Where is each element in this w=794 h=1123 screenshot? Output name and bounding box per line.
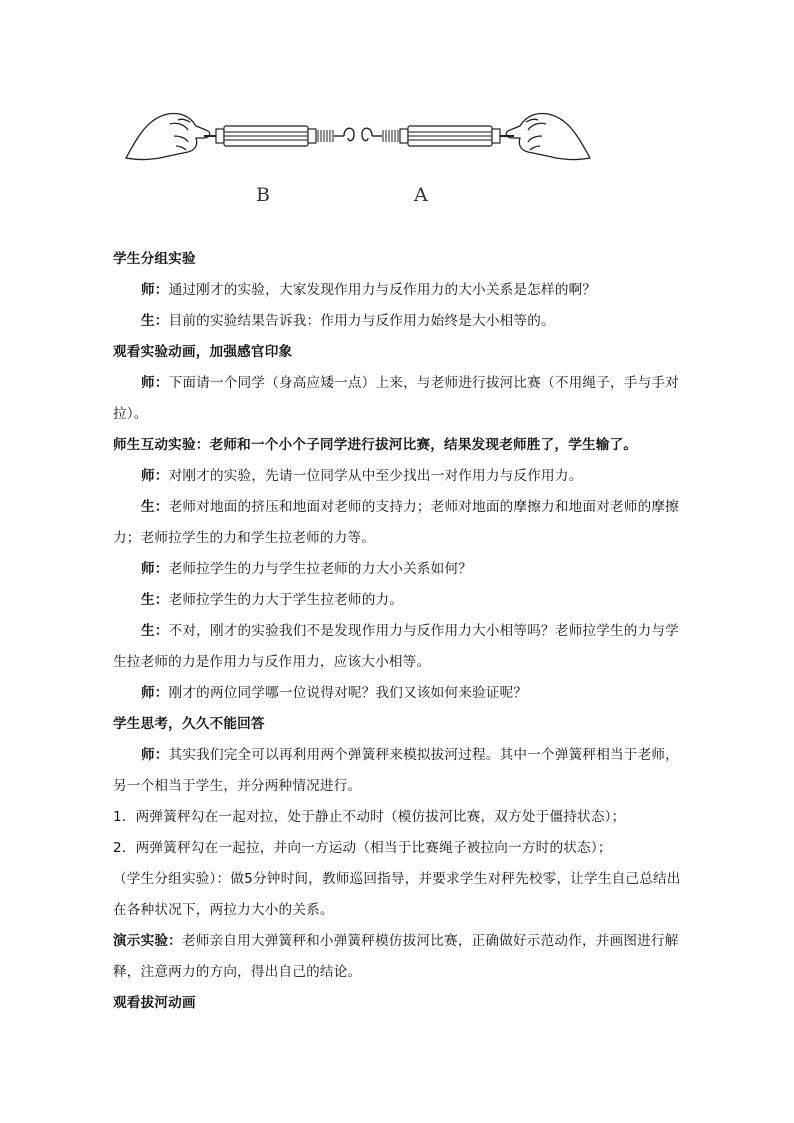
speaker-label: 生：: [141, 313, 169, 329]
lead-label: 演示实验：: [113, 933, 182, 949]
spring-scale-illustration: [118, 96, 598, 176]
demo-text: 老师亲自用大弹簧秤和小弹簧秤模仿拔河比赛，正确做好示范动作，并画图进行解释，注意两力的方向，得出自己的结论。: [113, 933, 679, 980]
heading-interactive-experiment: 师生互动实验：老师和一个小个子同学进行拔河比赛，结果发现老师胜了，学生输了。: [113, 437, 638, 453]
dialog-text: 老师拉学生的力大于学生拉老师的力。: [168, 592, 404, 608]
speaker-label: 师：: [141, 375, 169, 391]
right-hand-icon: [506, 114, 590, 160]
dialog-student: [113, 585, 683, 616]
dialog-text: 不对，刚才的实验我们不是发现作用力与反作用力大小相等吗？老师拉学生的力与学生拉老师的力是作用力与反作用力，应该大小相等。: [113, 623, 679, 670]
speaker-label: 生：: [141, 592, 169, 608]
spring-scale-b: [216, 126, 333, 146]
dialog-text: 通过刚才的实验，大家发现作用力与反作用力的大小关系是怎样的啊？: [168, 282, 597, 298]
dialog-text: 老师拉学生的力与学生拉老师的力大小关系如何？: [168, 561, 473, 577]
dialog-teacher: [113, 461, 683, 492]
middle-hooks: [334, 128, 382, 140]
demo-experiment: [113, 926, 683, 988]
dialog-student: [113, 306, 683, 337]
dialog-teacher: [113, 678, 683, 709]
speaker-label: 师：: [141, 685, 169, 701]
spring-scale-a: [383, 126, 500, 146]
list-item-2: 2．两弹簧秤勾在一起拉，并向一方运动（相当于比赛绳子被拉向一方时的状态）；: [113, 840, 612, 856]
document-body: [113, 244, 683, 1019]
dialog-teacher: [113, 554, 683, 585]
spring-scale-figure: [118, 96, 598, 216]
dialog-text: 对刚才的实验，先请一位同学从中至少找出一对作用力与反作用力。: [168, 468, 583, 484]
dialog-text: 下面请一个同学（身高应矮一点）上来，与老师进行拔河比赛（不用绳子，手与手对拉）。: [113, 375, 679, 422]
dialog-student: [113, 492, 683, 554]
heading-group-experiment: 学生分组实验: [113, 251, 196, 267]
heading-watch-tug-animation: 观看拔河动画: [113, 995, 196, 1011]
label-a: A: [414, 184, 428, 206]
dialog-teacher: [113, 368, 683, 430]
speaker-label: 师：: [141, 468, 169, 484]
dialog-teacher: [113, 275, 683, 306]
dialog-text: 刚才的两位同学哪一位说得对呢？我们又该如何来验证呢？: [168, 685, 528, 701]
speaker-label: 师：: [141, 747, 169, 763]
heading-watch-animation: 观看实验动画，加强感官印象: [113, 344, 293, 360]
left-hand-icon: [126, 114, 210, 160]
speaker-label: 师：: [141, 282, 169, 298]
heading-student-thinking: 学生思考，久久不能回答: [113, 716, 265, 732]
group-experiment-note: （学生分组实验）：做5分钟时间，教师巡回指导，并要求学生对秤先校零，让学生自己总结出在各种状况下，两拉力大小的关系。: [113, 871, 681, 918]
speaker-label: 生：: [141, 623, 169, 639]
speaker-label: 生：: [141, 499, 169, 515]
list-item-1: 1．两弹簧秤勾在一起对拉，处于静止不动时（模仿拔河比赛，双方处于僵持状态）；: [113, 809, 626, 825]
speaker-label: 师：: [141, 561, 169, 577]
dialog-student: [113, 616, 683, 678]
dialog-text: 其实我们完全可以再利用两个弹簧秤来模拟拔河过程。其中一个弹簧秤相当于老师，另一个相当于学生，并分两种情况进行。: [113, 747, 679, 794]
dialog-text: 老师对地面的挤压和地面对老师的支持力；老师对地面的摩擦力和地面对老师的摩擦力；老师拉学生的力和学生拉老师的力等。: [113, 499, 679, 546]
dialog-teacher: [113, 740, 683, 802]
label-b: B: [256, 184, 270, 206]
dialog-text: 目前的实验结果告诉我：作用力与反作用力始终是大小相等的。: [168, 313, 555, 329]
